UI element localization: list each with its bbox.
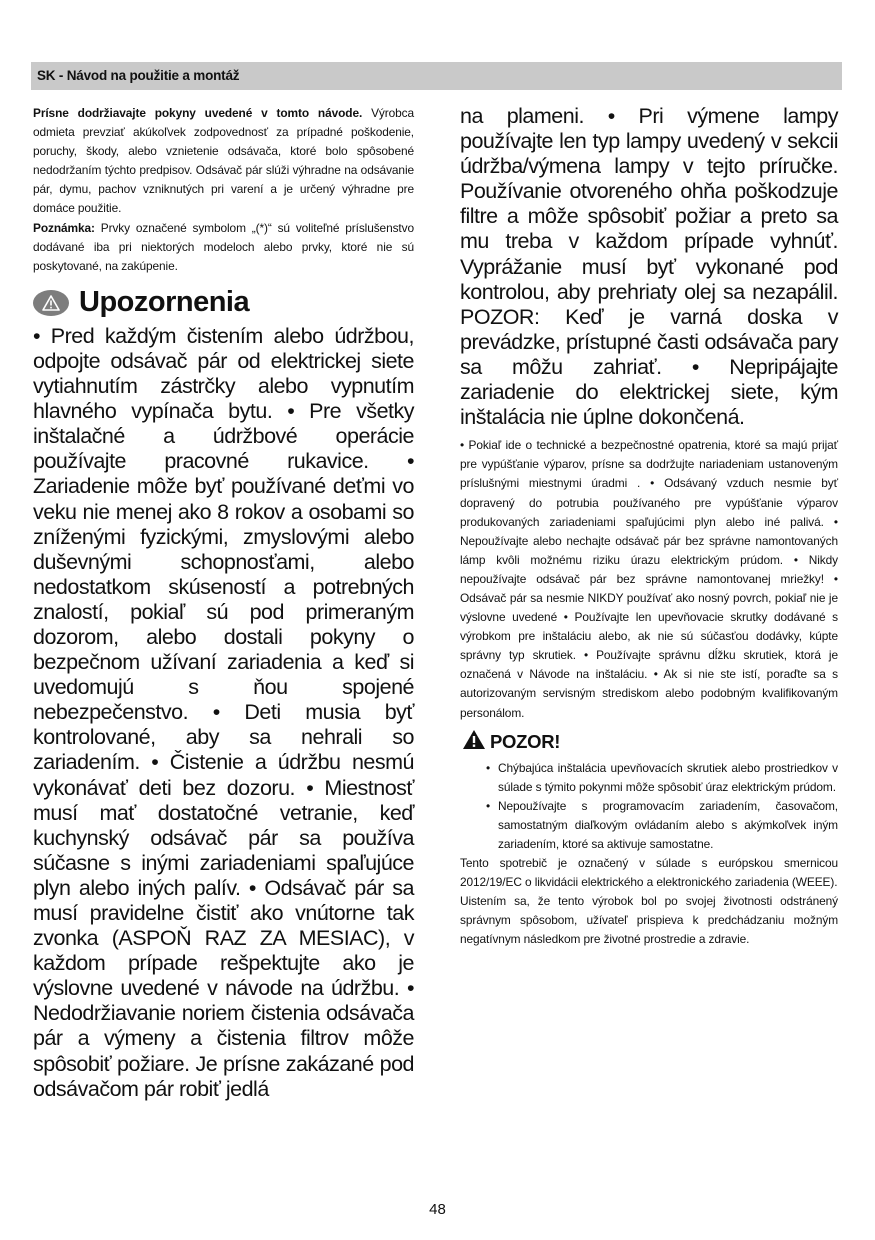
continued-warnings-text: na plameni. • Pri výmene lampy používajte len typ lampy uvedený v sekcii údržba/výmena lampy v tejto príručke. Používanie otvoreného ohňa poškodzuje filtre a môže spôsobiť požiar a preto sa mu treba v každom prípade vyhnúť. Vyprážanie musí byť vykonané pod kontrolou, aby prehriaty olej sa nezapálil. POZOR: Keď je varná doska v prevádzke, prístupné časti odsávača pary sa môžu zahriať. • Nepripájajte zariadenie do elektrickej siete, kým inštalácia nie úplne dokončená. [460, 104, 838, 430]
note-label: Poznámka: [33, 220, 95, 235]
section-header-title: SK - Návod na použitie a montáž [37, 68, 240, 83]
intro-paragraph [33, 104, 414, 219]
warnings-heading: Upozornenia [79, 286, 250, 319]
pozor-list [460, 759, 838, 854]
safety-notes-text: • Pokiaľ ide o technické a bezpečnostné opatrenia, ktoré sa majú prijať pre vypúšťanie výparov, prísne sa dodržujte nariadeniam ustanoveným príslušnými miestnymi úradmi . • Odsávaný vzduch nesmie byť dopravený do potrubia používaného pre vypúšťanie výparov produkovaných zariadeniami spaľujúcimi plyn alebo iné palivá. • Nepoužívajte alebo nechajte odsávač pár bez správne namontovaných lámp kvôli možnému riziku úrazu elektrickým prúdom. • Nikdy nepoužívajte odsávač pár bez správne namontovanej mriežky! • Odsávač pár sa nesmie NIKDY používať ako nosný povrch, pokiaľ nie je výslovne uvedené • Používajte len upevňovacie skrutky dodávané s výrobkom pre inštaláciu alebo, ak nie sú súčasťou dodávky, kúpte správny typ skrutiek. • Používajte správnu dĺžku skrutiek, ktorá je označená v Návode na inštaláciu. • Ak si nie ste istí, poraďte sa s autorizovaným servisným strediskom alebo podobným kvalifikovaným personálom. [460, 438, 838, 720]
section-header [31, 62, 842, 90]
pozor-heading-row [462, 729, 838, 755]
list-item: • Nepoužívajte s programovacím zariadením, časovačom, samostatným diaľkovým ovládaním alebo s akýmkoľvek iným zariadením, ktoré sa aktivuje samostatne. [488, 797, 838, 854]
warnings-heading-row [33, 284, 414, 322]
pozor-heading: POZOR! [490, 730, 561, 752]
list-item: • Chýbajúca inštalácia upevňovacích skrutiek alebo prostriedkov v súlade s týmito pokynmi môže spôsobiť úraz elektrickým prúdom. [488, 759, 838, 797]
page-number: 48 [429, 1201, 446, 1218]
warning-triangle-icon [462, 729, 486, 755]
disposal-paragraph: Uistením sa, že tento výrobok bol po svojej životnosti odstránený správnym spôsobom, užívateľ prispieva k predchádzaniu možným negatívnym následkom pre životné prostredie a zdravie. [460, 894, 838, 947]
intro-text: Výrobca odmieta prevziať akúkoľvek zodpovednosť za prípadné poškodenie, poruchy, škody, alebo vznietenie odsávača, ktoré bolo spôsobené nedodržaním týchto predpisov. Odsávač pár slúži výhradne na odsávanie pár, dymu, pachov vzniknutých pri varení a je určený výhradne pre domáce použitie. [33, 106, 414, 216]
note-paragraph [33, 219, 414, 276]
intro-bold-text: Prísne dodržiavajte pokyny uvedené v tomto návode. [33, 106, 363, 120]
weee-paragraph: Tento spotrebič je označený v súlade s európskou smernicou 2012/19/EC o likvidácii elektrického a elektronického zariadenia (WEEE). [460, 856, 838, 890]
left-column [33, 104, 414, 1102]
warnings-text: • Pred každým čistením alebo údržbou, odpojte odsávač pár od elektrickej siete vytiahnutím zástrčky alebo vypnutím hlavného vypínača bytu. • Pre všetky inštalačné a údržbové operácie používajte pracovné rukavice. • Zariadenie môže byť používané deťmi vo veku nie menej ako 8 rokov a osobami so zníženými fyzickými, zmyslovými alebo duševnými schopnosťami, alebo nedostatkom skúseností a potrebných znalostí, pokiaľ sú pod primeraným dozorom, alebo dostali pokyny o bezpečnom užívaní zariadenia a keď si uvedomujú s ňou spojené nebezpečenstvo. • Deti musia byť kontrolované, aby sa nehrali so zariadením. • Čistenie a údržbu nesmú vykonávať deti bez dozoru. • Miestnosť musí mať dostatočné vetranie, keď kuchynský odsávač pár sa používa súčasne s inými zariadeniami spaľujúce plyn alebo iných palív. • Odsávač pár sa musí pravidelne čistiť ako vnútorne tak zvonka (ASPOŇ RAZ ZA MESIAC), v každom prípade rešpektujte ako je výslovne uvedené v návode na údržbu. • Nedodržiavanie noriem čistenia odsávača pár a výmeny a čistenia filtrov môže spôsobiť požiare. Je prísne zakázané pod odsávačom pár robiť jedlá [33, 323, 414, 1101]
warning-icon [33, 290, 69, 316]
right-column [460, 104, 838, 950]
note-text: Prvky označené symbolom „(*)“ sú voliteľné príslušenstvo dodávané iba pri niektorých modeloch alebo prvky, ktoré nie sú poskytované, na zakúpenie. [33, 220, 414, 273]
